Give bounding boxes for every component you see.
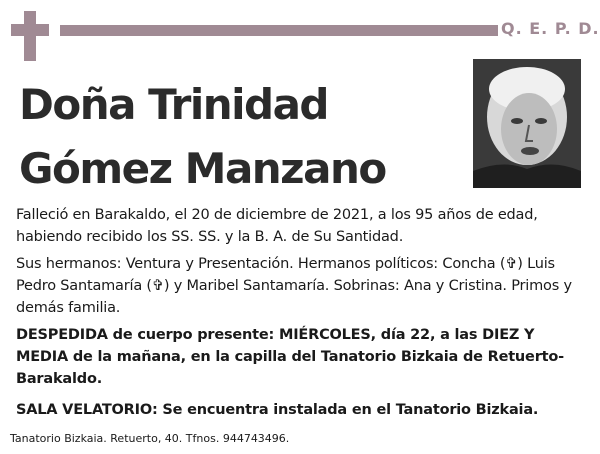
farewell-paragraph: DESPEDIDA de cuerpo presente: MIÉRCOLES, día 22, a las DIEZ Y MEDIA de la mañana, en la capilla del Tanatorio Bizkaia de Retuerto-Barakaldo. — [16, 327, 564, 387]
deceased-name-line1: Doña Trinidad — [19, 80, 328, 129]
wake-room-paragraph: SALA VELATORIO: Se encuentra instalada en el Tanatorio Bizkaia. — [16, 402, 539, 418]
cross-icon-vertical — [24, 11, 36, 61]
deceased-name-line2: Gómez Manzano — [19, 144, 386, 193]
qepd-label: Q. E. P. D. — [501, 19, 600, 38]
header-divider-bar — [60, 25, 498, 36]
portrait-photo-icon — [473, 59, 581, 188]
cross-icon-horizontal — [11, 24, 49, 36]
family-paragraph: Sus hermanos: Ventura y Presentación. Hermanos políticos: Concha (✞) Luis Pedro Santamaría (✞) y Maribel Santamaría. Sobrinas: Ana y Cristina. Primos y demás familia. — [16, 256, 572, 316]
death-notice-paragraph: Falleció en Barakaldo, el 20 de diciembre de 2021, a los 95 años de edad, habiendo recibido los SS. SS. y la B. A. de Su Santidad. — [16, 207, 538, 245]
portrait-photo — [473, 59, 581, 188]
footer-contact: Tanatorio Bizkaia. Retuerto, 40. Tfnos. 944743496. — [10, 432, 290, 445]
